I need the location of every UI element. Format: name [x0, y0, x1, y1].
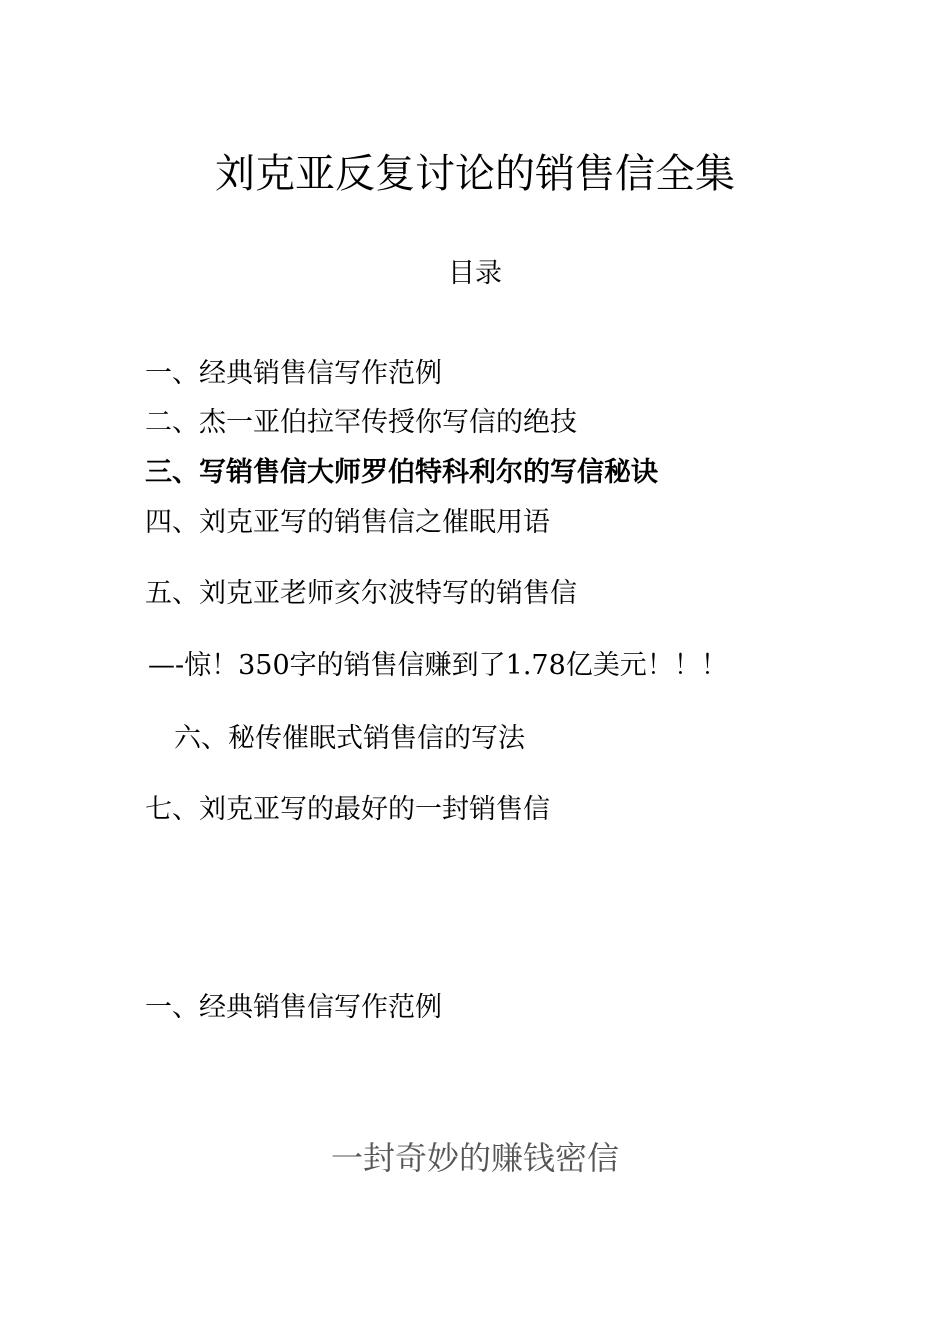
- toc-heading: 目录: [448, 258, 502, 289]
- toc-item-2: 二、杰一亚伯拉罕传授你写信的绝技: [145, 407, 577, 438]
- letter-title: 一封奇妙的赚钱密信: [330, 1139, 619, 1177]
- toc-item-1: 一、经典销售信写作范例: [145, 358, 442, 389]
- toc-item-4: 四、刘克亚写的销售信之催眠用语: [145, 507, 550, 538]
- toc-item-6: 六、秘传催眠式销售信的写法: [174, 723, 525, 754]
- toc-item-5: 五、刘克亚老师亥尔波特写的销售信: [145, 578, 577, 609]
- section-heading: 一、经典销售信写作范例: [145, 992, 442, 1023]
- toc-item-5-subtitle: —-惊！350字的销售信赚到了1.78亿美元！！！: [148, 650, 728, 681]
- toc-item-3: 三、写销售信大师罗伯特科利尔的写信秘诀: [145, 457, 658, 488]
- toc-item-7: 七、刘克亚写的最好的一封销售信: [145, 794, 550, 825]
- document-title: 刘克亚反复讨论的销售信全集: [215, 151, 735, 197]
